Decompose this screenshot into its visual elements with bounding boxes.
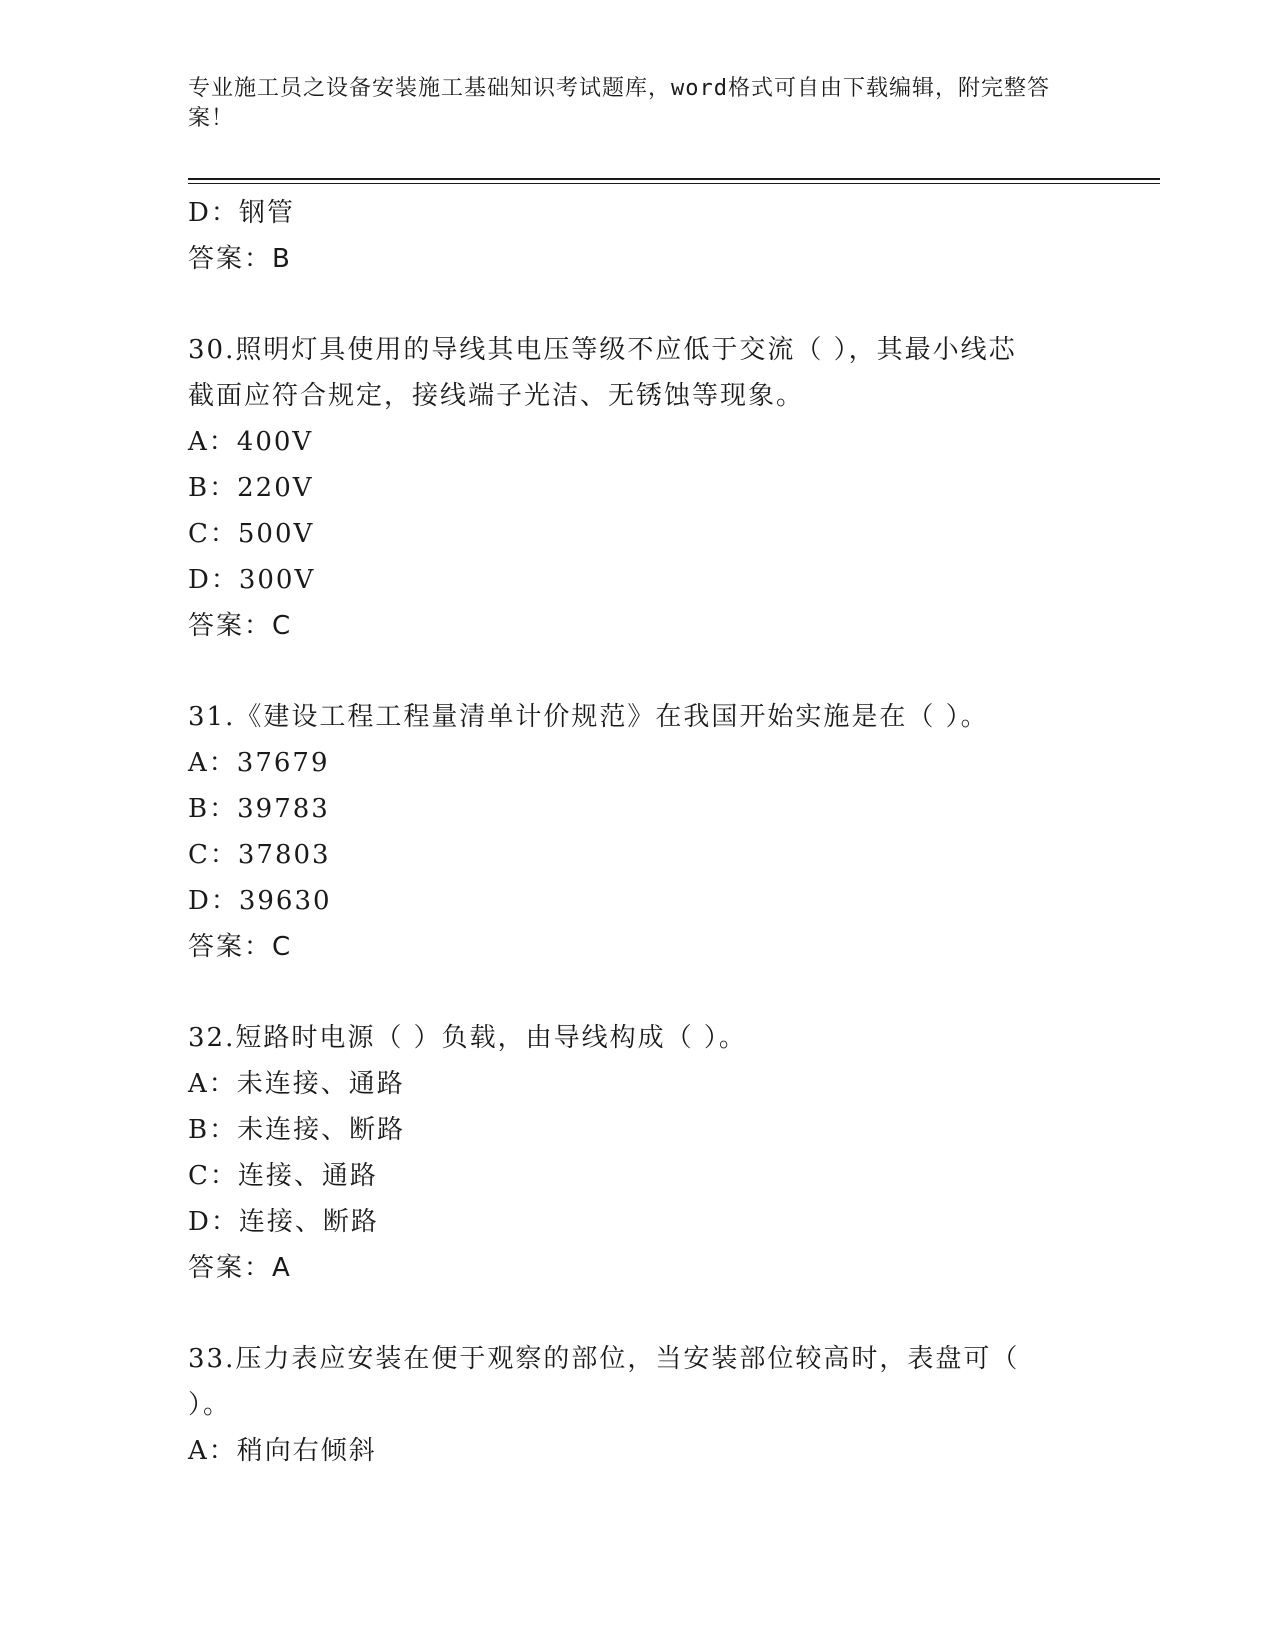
question-31 [188,694,1088,970]
option-b: B：220V [188,473,314,503]
document-header: 专业施工员之设备安装施工基础知识考试题库，word格式可自由下载编辑，附完整答案！ [188,76,1050,131]
option-d: D：39630 [188,886,332,916]
header-divider [188,178,1160,180]
option-c: C：连接、通路 [188,1161,378,1191]
option-a: A：400V [188,427,314,457]
answer-line: 答案：A [188,1253,292,1283]
question-stem: 32.短路时电源（ ）负载，由导线构成（ ）。 [188,1023,747,1053]
question-33 [188,1336,1088,1474]
option-a: A：37679 [188,748,330,778]
answer-line: 答案：C [188,932,293,962]
option-b: B：未连接、断路 [188,1115,406,1145]
option-c: C：37803 [188,840,331,870]
option-c: C：500V [188,519,315,549]
question-stem: ）。 [188,1390,232,1420]
answer-line: 答案：B [188,244,292,274]
question-30 [188,327,1088,649]
option-d: D：钢管 [188,198,295,228]
question-stem: 30.照明灯具使用的导线其电压等级不应低于交流（ ），其最小线芯 [188,335,1017,365]
question-list [188,190,1088,1474]
question-stem: 31.《建设工程工程量清单计价规范》在我国开始实施是在（ ）。 [188,702,989,732]
option-a: A：未连接、通路 [188,1069,405,1099]
answer-line: 答案：C [188,611,293,641]
question-stem: 33.压力表应安装在便于观察的部位，当安装部位较高时，表盘可（ [188,1344,1020,1374]
question-stem: 截面应符合规定，接线端子光洁、无锈蚀等现象。 [188,381,805,411]
option-a: A：稍向右倾斜 [188,1436,377,1466]
option-b: B：39783 [188,794,330,824]
option-d: D：300V [188,565,316,595]
question-32 [188,1015,1088,1291]
option-d: D：连接、断路 [188,1207,379,1237]
header-divider-thin [188,183,1160,184]
